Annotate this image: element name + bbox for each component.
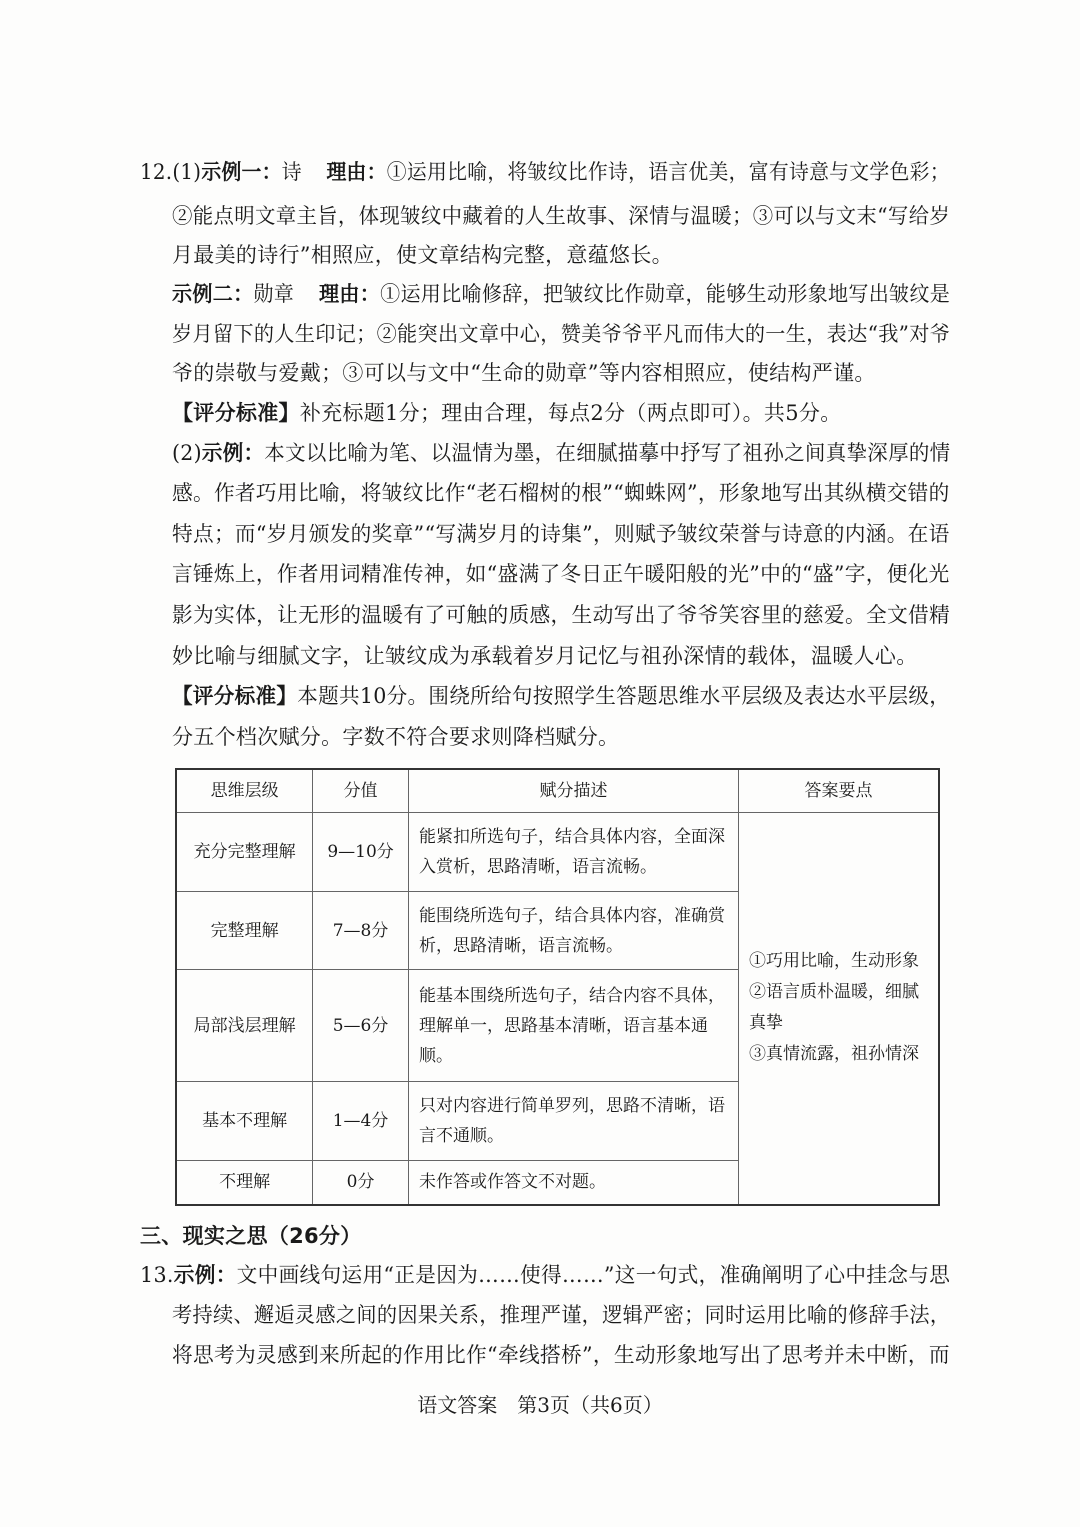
example2-text-2: 岁月留下的人生印记；②能突出文章中心，赞美爷爷平凡而伟大的一生，表达“我”对爷: [172, 322, 951, 346]
q13-number: 13.: [140, 1263, 174, 1287]
header-desc: 赋分描述: [408, 769, 738, 813]
row-level: 完整理解: [176, 892, 313, 970]
header-level: 思维层级: [176, 769, 313, 813]
header-score: 分值: [313, 769, 409, 813]
part2-label: (2): [172, 441, 202, 465]
example2-text-3: 爷的崇敬与爱戴；③可以与文中“生命的勋章”等内容相照应，使结构严谨。: [172, 361, 876, 385]
q13-text-3: 将思考为灵感到来所起的作用比作“牵线搭桥”，生动形象地写出了思考并未中断，而: [172, 1343, 950, 1367]
example2-word: 勋章: [253, 282, 295, 306]
row-score: 5—6分: [313, 970, 409, 1082]
scoring-table: [175, 768, 940, 1206]
q13-text-1: 文中画线句运用“正是因为……使得……”这一句式，准确阐明了心中挂念与思: [236, 1263, 951, 1287]
row-desc: 未作答或作答文不对题。: [408, 1161, 738, 1205]
q13-text-2: 考持续、邂逅灵感之间的因果关系，推理严谨，逻辑严密；同时运用比喻的修辞手法，: [172, 1303, 951, 1327]
row-score: 0分: [313, 1161, 409, 1205]
header-points: 答案要点: [739, 769, 940, 813]
example1-text-1: ①运用比喻，将皱纹比作诗，语言优美，富有诗意与文学色彩；: [386, 160, 950, 184]
q13-line-1: [140, 1260, 950, 1290]
criteria2-text-2: 分五个档次赋分。字数不符合要求则降档赋分。: [172, 725, 620, 749]
row-level: 充分完整理解: [176, 813, 313, 892]
row-score: 7—8分: [313, 892, 409, 970]
part2-text-4: 言锤炼上，作者用词精准传神，如“盛满了冬日正午暖阳般的光”中的“盛”字，便化光: [172, 562, 950, 586]
criteria2-line-1: [172, 681, 950, 711]
part2-text-2: 感。作者巧用比喻，将皱纹比作“老石榴树的根”“蜘蛛网”，形象地写出其纵横交错的: [172, 481, 950, 505]
example1-label: 示例一：: [201, 160, 282, 184]
row-score: 1—4分: [313, 1082, 409, 1161]
example2-line-1: [172, 279, 950, 309]
row-score: 9—10分: [313, 813, 409, 892]
q12-number: 12.: [140, 160, 173, 184]
criteria2-text-1: 本题共10分。围绕所给句按照学生答题思维水平层级及表达水平层级，: [297, 684, 951, 708]
answer-point: ②语言质朴温暖，细腻真挚: [749, 982, 919, 1034]
criteria1-line: [172, 398, 842, 428]
row-desc: 只对内容进行简单罗列，思路不清晰，语言不通顺。: [408, 1082, 738, 1161]
q12-part1-label: (1): [172, 160, 202, 184]
row-desc: 能紧扣所选句子，结合具体内容，全面深入赏析，思路清晰，语言流畅。: [408, 813, 738, 892]
part2-line-1: [172, 438, 950, 468]
q12-line-1: [140, 157, 950, 187]
reason-label-2: 理由：: [319, 282, 381, 306]
row-desc: 能围绕所选句子，结合具体内容，准确赏析，思路清晰，语言流畅。: [408, 892, 738, 970]
row-desc: 能基本围绕所选句子，结合内容不具体，理解单一，思路基本清晰，语言基本通顺。: [408, 970, 738, 1082]
section3-title: 三、现实之思（26分）: [140, 1224, 362, 1248]
table-row: [176, 813, 939, 892]
part2-text-1: 本文以比喻为笔、以温情为墨，在细腻描摹中抒写了祖孙之间真挚深厚的情: [264, 441, 951, 465]
criteria1-label: 【评分标准】: [172, 401, 300, 425]
part2-text-6: 妙比喻与细腻文字，让皱纹成为承载着岁月记忆与祖孙深情的载体，温暖人心。: [172, 644, 918, 668]
page-footer: 语文答案 第3页（共6页）: [417, 1393, 663, 1417]
row-level: 基本不理解: [176, 1082, 313, 1161]
reason-label-1: 理由：: [326, 160, 387, 184]
answer-point: ①巧用比喻，生动形象: [749, 951, 919, 972]
criteria1-text: 补充标题1分；理由合理，每点2分（两点即可）。共5分。: [299, 401, 842, 425]
part2-text-5: 影为实体，让无形的温暖有了可触的质感，生动写出了爷爷笑容里的慈爱。全文借精: [172, 603, 951, 627]
example1-word: 诗: [281, 160, 302, 184]
example2-text-1: ①运用比喻修辞，把皱纹比作勋章，能够生动形象地写出皱纹是: [380, 282, 951, 306]
example1-text-3: 月最美的诗行”相照应，使文章结构完整，意蕴悠长。: [172, 243, 673, 267]
table-header-row: [176, 769, 939, 813]
row-level: 不理解: [176, 1161, 313, 1205]
answer-point: ③真情流露，祖孙情深: [749, 1044, 919, 1065]
row-level: 局部浅层理解: [176, 970, 313, 1082]
q13-example-label: 示例：: [173, 1263, 237, 1287]
example2-label: 示例二：: [172, 282, 254, 306]
answer-points-cell: [739, 813, 940, 1205]
criteria2-label: 【评分标准】: [172, 684, 298, 708]
part2-text-3: 特点；而“岁月颁发的奖章”“写满岁月的诗集”，则赋予皱纹荣誉与诗意的内涵。在语: [172, 522, 950, 546]
part2-example-label: 示例：: [201, 441, 265, 465]
example1-text-2: ②能点明文章主旨，体现皱纹中藏着的人生故事、深情与温暖；③可以与文末“写给岁: [172, 204, 951, 228]
